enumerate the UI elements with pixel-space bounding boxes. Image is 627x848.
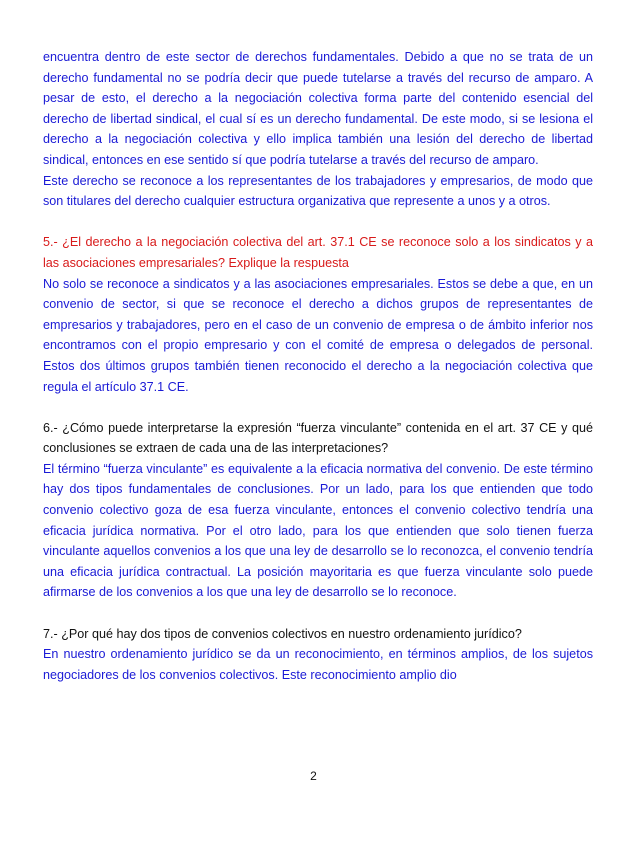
page-number: 2 (310, 769, 317, 783)
question-5: 5.- ¿El derecho a la negociación colectiva del art. 37.1 CE se reconoce solo a los sindicatos y a las asociaciones empresariales? Explique la respuesta (43, 235, 593, 270)
answer-6: El término “fuerza vinculante” es equivalente a la eficacia normativa del convenio. De este término hay dos tipos fundamentales de conclusiones. Por un lado, para los que entienden que todo convenio colectivo goza de esa fuerza vinculante, entonces el convenio colectivo tendría una eficacia jurídica normativa. Por el otro lado, para los que entienden que solo tienen fuerza vinculante aquellos convenios a los que una ley de desarrollo se lo reconozca, el convenio tendría una eficacia jurídica contractual. La posición mayoritaria es que fuerza vinculante solo puede afirmarse de los convenios a los que una ley de desarrollo se lo reconoce. (43, 461, 593, 600)
answer-7: En nuestro ordenamiento jurídico se da un reconocimiento, en términos amplios, de los sujetos negociadores de los convenios colectivos. Este reconocimiento amplio dio (43, 647, 593, 682)
answer-5: No solo se reconoce a sindicatos y a las asociaciones empresariales. Estos se debe a que, en un convenio de sector, si que se reconoce el derecho a dichos grupos de representantes de empresarios y trabajadores, pero en el caso de un convenio de empresa o de ámbito inferior nos encontramos con el propio empresario y con el comité de empresa o delegados de personal. Estos dos últimos grupos también tienen reconocido el derecho a la negociación colectiva que regula el artículo 37.1 CE. (43, 276, 593, 394)
question-7: 7.- ¿Por qué hay dos tipos de convenios colectivos en nuestro ordenamiento jurídico? (43, 626, 522, 641)
answer-4-paragraph-2: Este derecho se reconoce a los representantes de los trabajadores y empresarios, de modo que son titulares del derecho cualquier estructura organizativa que represente a unos y a otros. (43, 173, 593, 209)
document-page (43, 47, 593, 685)
question-6: 6.- ¿Cómo puede interpretarse la expresión “fuerza vinculante” contenida en el art. 37 CE y qué conclusiones se extraen de cada una de las interpretaciones? (43, 420, 593, 456)
answer-4-continuation: encuentra dentro de este sector de derechos fundamentales. Debido a que no se trata de un derecho fundamental no se podría decir que puede tutelarse a través del recurso de amparo. A pesar de esto, el derecho a la negociación colectiva forma parte del contenido esencial del derecho de libertad sindical, el cual sí es un derecho fundamental. De este modo, si se lesiona el derecho a la negociación colectiva y ello implica también una lesión del derecho de libertad sindical, entonces en ese sentido sí que podría tutelarse a través del recurso de amparo. (43, 50, 593, 167)
